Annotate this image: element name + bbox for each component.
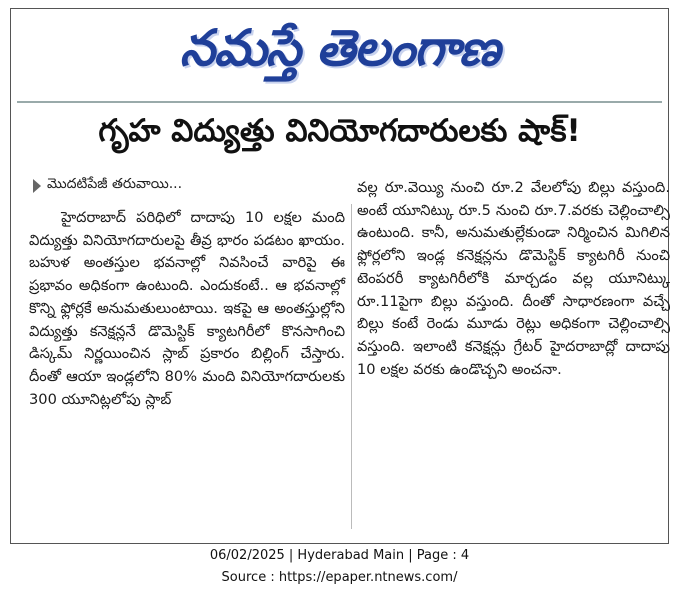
column-divider <box>351 204 352 529</box>
continued-label: మొదటిపేజీ తరువాయి... <box>47 176 183 192</box>
triangle-bullet-icon <box>33 179 41 193</box>
article-headline: గృహ విద్యుత్తు వినియోగదారులకు షాక్! <box>98 113 581 149</box>
continued-from-front-page <box>33 176 182 195</box>
article-column-left <box>29 207 345 411</box>
article-column-right <box>357 177 670 381</box>
masthead-divider <box>17 101 662 103</box>
clipping-frame <box>10 8 669 544</box>
newspaper-logo: నమస్తే తెలంగాణ <box>179 18 500 77</box>
footer-source: Source : https://epaper.ntnews.com/ <box>221 570 458 585</box>
masthead <box>11 13 668 95</box>
left-column-text: హైదరాబాద్ పరిధిలో దాదాపు 10 లక్షల మంది విద్యుత్తు వినియోగదారులపై తీవ్ర భారం పడటం ఖాయం. బహుళ అంతస్తుల భవనాల్లో నివసించే వారిపై ఈ ప్రభావం అధికంగా ఉంటుంది. ఎందుకంటే.. ఆ భవనాల్లో కొన్ని ఫ్లోర్లకే అనుమతులుంటాయి. ఇకపై ఆ అంతస్తుల్లోని విద్యుత్తు కనెక్షన్లనే డొమెస్టిక్ క్యాటగిరీలో కొనసాగించి డిస్కమ్ నిర్ణయించిన స్లాబ్ ప్రకారం బిల్లింగ్ చేస్తారు. దీంతో ఆయా ఇండ్లలోని 80% మంది వినియోగదారులకు 300 యూనిట్లలోపు స్లాబ్ <box>29 209 345 408</box>
right-column-text: వల్ల రూ.వెయ్యి నుంచి రూ.2 వేలలోపు బిల్లు వస్తుంది. అంటే యూనిట్కు రూ.5 నుంచి రూ.7.వరకు చెల్లించాల్సి ఉంటుంది. కానీ, అనుమతుల్లేకుండా నిర్మించిన మిగిలిన ఫ్లోర్లలోని ఇండ్ల కనెక్షన్లను డొమెస్టిక్ క్యాటగిరీ నుంచి టెంపరరీ క్యాటగిరీలోకి మార్చడం వల్ల యూనిట్కు రూ.11పైగా బిల్లు వస్తుంది. దీంతో సాధారణంగా వచ్చే బిల్లు కంటే రెండు మూడు రెట్లు అధికంగా చెల్లించాల్సి వస్తుంది. ఇలాంటి కనెక్షన్లు గ్రేటర్ హైదరాబాద్లో దాదాపు 10 లక్షల వరకు ఉండొచ్చని అంచనా. <box>357 179 670 378</box>
footer-meta: 06/02/2025 | Hyderabad Main | Page : 4 <box>209 548 470 563</box>
